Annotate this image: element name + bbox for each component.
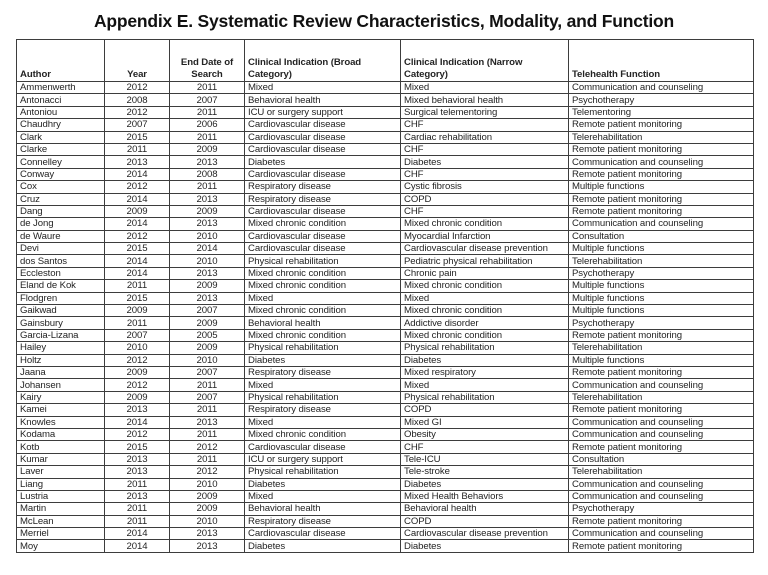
cell-broad-category: Mixed chronic condition <box>245 305 401 317</box>
cell-telehealth-function: Remote patient monitoring <box>569 119 754 131</box>
table-row <box>17 528 754 540</box>
cell-broad-category: Cardiovascular disease <box>245 168 401 180</box>
cell-year: 2009 <box>105 305 170 317</box>
cell-end-date-of-search: 2007 <box>170 391 245 403</box>
cell-narrow-category: Mixed <box>401 379 569 391</box>
cell-year: 2009 <box>105 391 170 403</box>
table-row <box>17 317 754 329</box>
cell-year: 2013 <box>105 490 170 502</box>
cell-end-date-of-search: 2013 <box>170 540 245 552</box>
cell-end-date-of-search: 2009 <box>170 280 245 292</box>
cell-broad-category: Diabetes <box>245 540 401 552</box>
cell-author: Garcia-Lizana <box>17 329 105 341</box>
cell-telehealth-function: Consultation <box>569 230 754 242</box>
cell-broad-category: Diabetes <box>245 156 401 168</box>
table-row <box>17 478 754 490</box>
cell-author: Devi <box>17 243 105 255</box>
table-row <box>17 218 754 230</box>
cell-telehealth-function: Remote patient monitoring <box>569 193 754 205</box>
table-row <box>17 366 754 378</box>
cell-year: 2012 <box>105 82 170 94</box>
cell-telehealth-function: Psychotherapy <box>569 317 754 329</box>
cell-narrow-category: Diabetes <box>401 354 569 366</box>
column-header-narrow-category: Clinical Indication (Narrow Category) <box>401 40 569 82</box>
table-row <box>17 205 754 217</box>
cell-author: Knowles <box>17 416 105 428</box>
cell-year: 2009 <box>105 366 170 378</box>
cell-narrow-category: Tele-ICU <box>401 453 569 465</box>
cell-telehealth-function: Communication and counseling <box>569 478 754 490</box>
cell-narrow-category: Myocardial Infarction <box>401 230 569 242</box>
cell-author: Flodgren <box>17 292 105 304</box>
cell-author: Antoniou <box>17 106 105 118</box>
table-row <box>17 94 754 106</box>
cell-author: Eland de Kok <box>17 280 105 292</box>
cell-end-date-of-search: 2013 <box>170 292 245 304</box>
cell-broad-category: Physical rehabilitation <box>245 255 401 267</box>
cell-end-date-of-search: 2011 <box>170 181 245 193</box>
cell-year: 2010 <box>105 342 170 354</box>
page-title: Appendix E. Systematic Review Characteristics, Modality, and Function <box>93 11 675 31</box>
cell-narrow-category: Diabetes <box>401 478 569 490</box>
cell-author: Eccleston <box>17 267 105 279</box>
cell-year: 2013 <box>105 156 170 168</box>
cell-end-date-of-search: 2008 <box>170 168 245 180</box>
cell-broad-category: Respiratory disease <box>245 366 401 378</box>
cell-end-date-of-search: 2012 <box>170 441 245 453</box>
table-row <box>17 305 754 317</box>
cell-narrow-category: Obesity <box>401 428 569 440</box>
cell-year: 2013 <box>105 453 170 465</box>
cell-telehealth-function: Remote patient monitoring <box>569 143 754 155</box>
cell-narrow-category: Mixed <box>401 292 569 304</box>
table-row <box>17 540 754 552</box>
cell-author: Laver <box>17 466 105 478</box>
cell-end-date-of-search: 2007 <box>170 94 245 106</box>
table-row <box>17 156 754 168</box>
cell-narrow-category: Surgical telementoring <box>401 106 569 118</box>
cell-narrow-category: CHF <box>401 441 569 453</box>
cell-year: 2015 <box>105 292 170 304</box>
cell-broad-category: Physical rehabilitation <box>245 342 401 354</box>
cell-year: 2009 <box>105 205 170 217</box>
cell-broad-category: Cardiovascular disease <box>245 230 401 242</box>
cell-year: 2014 <box>105 255 170 267</box>
cell-telehealth-function: Communication and counseling <box>569 156 754 168</box>
cell-end-date-of-search: 2007 <box>170 305 245 317</box>
table-row <box>17 82 754 94</box>
cell-broad-category: Behavioral health <box>245 94 401 106</box>
table-row <box>17 354 754 366</box>
cell-year: 2012 <box>105 181 170 193</box>
column-header-author: Author <box>17 40 105 82</box>
cell-narrow-category: Mixed chronic condition <box>401 218 569 230</box>
cell-narrow-category: Mixed respiratory <box>401 366 569 378</box>
cell-telehealth-function: Telerehabilitation <box>569 466 754 478</box>
cell-year: 2012 <box>105 379 170 391</box>
cell-year: 2014 <box>105 267 170 279</box>
cell-year: 2012 <box>105 354 170 366</box>
table-row <box>17 280 754 292</box>
cell-year: 2011 <box>105 503 170 515</box>
cell-author: Kairy <box>17 391 105 403</box>
table-header-row <box>17 40 754 82</box>
table-row <box>17 131 754 143</box>
cell-broad-category: Cardiovascular disease <box>245 243 401 255</box>
cell-year: 2014 <box>105 193 170 205</box>
column-header-broad-category: Clinical Indication (Broad Category) <box>245 40 401 82</box>
cell-telehealth-function: Remote patient monitoring <box>569 205 754 217</box>
cell-broad-category: Mixed <box>245 292 401 304</box>
cell-author: Kamei <box>17 404 105 416</box>
cell-narrow-category: COPD <box>401 193 569 205</box>
cell-end-date-of-search: 2011 <box>170 82 245 94</box>
cell-narrow-category: Cardiac rehabilitation <box>401 131 569 143</box>
cell-broad-category: Cardiovascular disease <box>245 205 401 217</box>
cell-telehealth-function: Remote patient monitoring <box>569 540 754 552</box>
cell-telehealth-function: Telerehabilitation <box>569 131 754 143</box>
cell-broad-category: Mixed chronic condition <box>245 280 401 292</box>
cell-end-date-of-search: 2009 <box>170 503 245 515</box>
systematic-review-table <box>16 39 754 553</box>
cell-broad-category: Mixed <box>245 416 401 428</box>
cell-telehealth-function: Remote patient monitoring <box>569 515 754 527</box>
cell-broad-category: Behavioral health <box>245 503 401 515</box>
table-row <box>17 441 754 453</box>
cell-narrow-category: Cardiovascular disease prevention <box>401 243 569 255</box>
cell-broad-category: Cardiovascular disease <box>245 143 401 155</box>
cell-narrow-category: Physical rehabilitation <box>401 391 569 403</box>
cell-broad-category: Cardiovascular disease <box>245 131 401 143</box>
cell-telehealth-function: Psychotherapy <box>569 503 754 515</box>
cell-telehealth-function: Multiple functions <box>569 280 754 292</box>
cell-narrow-category: Behavioral health <box>401 503 569 515</box>
cell-narrow-category: Mixed Health Behaviors <box>401 490 569 502</box>
cell-narrow-category: Mixed chronic condition <box>401 329 569 341</box>
cell-end-date-of-search: 2009 <box>170 317 245 329</box>
cell-year: 2007 <box>105 329 170 341</box>
cell-year: 2013 <box>105 404 170 416</box>
cell-telehealth-function: Remote patient monitoring <box>569 329 754 341</box>
cell-end-date-of-search: 2011 <box>170 453 245 465</box>
cell-author: Kodama <box>17 428 105 440</box>
cell-author: Clarke <box>17 143 105 155</box>
table-row <box>17 243 754 255</box>
cell-end-date-of-search: 2009 <box>170 490 245 502</box>
table-row <box>17 168 754 180</box>
cell-year: 2014 <box>105 416 170 428</box>
cell-author: de Jong <box>17 218 105 230</box>
cell-year: 2008 <box>105 94 170 106</box>
table-row <box>17 342 754 354</box>
cell-year: 2014 <box>105 218 170 230</box>
cell-narrow-category: Pediatric physical rehabilitation <box>401 255 569 267</box>
cell-end-date-of-search: 2013 <box>170 528 245 540</box>
cell-year: 2014 <box>105 540 170 552</box>
cell-broad-category: Mixed chronic condition <box>245 329 401 341</box>
cell-author: Kumar <box>17 453 105 465</box>
cell-author: Liang <box>17 478 105 490</box>
cell-broad-category: Mixed <box>245 379 401 391</box>
cell-author: McLean <box>17 515 105 527</box>
cell-telehealth-function: Communication and counseling <box>569 490 754 502</box>
cell-broad-category: ICU or surgery support <box>245 453 401 465</box>
cell-author: Dang <box>17 205 105 217</box>
cell-end-date-of-search: 2013 <box>170 156 245 168</box>
cell-narrow-category: Chronic pain <box>401 267 569 279</box>
column-header-year: Year <box>105 40 170 82</box>
table-row <box>17 255 754 267</box>
cell-author: Gaikwad <box>17 305 105 317</box>
cell-telehealth-function: Communication and counseling <box>569 218 754 230</box>
cell-year: 2011 <box>105 515 170 527</box>
cell-year: 2007 <box>105 119 170 131</box>
cell-telehealth-function: Multiple functions <box>569 243 754 255</box>
table-row <box>17 379 754 391</box>
cell-telehealth-function: Remote patient monitoring <box>569 404 754 416</box>
table-body <box>17 82 754 553</box>
cell-narrow-category: Mixed GI <box>401 416 569 428</box>
cell-broad-category: Mixed <box>245 82 401 94</box>
cell-narrow-category: Physical rehabilitation <box>401 342 569 354</box>
cell-end-date-of-search: 2010 <box>170 354 245 366</box>
cell-author: de Waure <box>17 230 105 242</box>
cell-telehealth-function: Communication and counseling <box>569 416 754 428</box>
cell-end-date-of-search: 2011 <box>170 131 245 143</box>
cell-broad-category: Behavioral health <box>245 317 401 329</box>
cell-broad-category: Mixed <box>245 490 401 502</box>
cell-narrow-category: Diabetes <box>401 540 569 552</box>
cell-year: 2011 <box>105 143 170 155</box>
cell-telehealth-function: Telementoring <box>569 106 754 118</box>
cell-telehealth-function: Telerehabilitation <box>569 342 754 354</box>
cell-narrow-category: COPD <box>401 404 569 416</box>
cell-end-date-of-search: 2013 <box>170 193 245 205</box>
cell-telehealth-function: Communication and counseling <box>569 528 754 540</box>
cell-author: Jaana <box>17 366 105 378</box>
cell-broad-category: Physical rehabilitation <box>245 466 401 478</box>
cell-telehealth-function: Multiple functions <box>569 181 754 193</box>
cell-end-date-of-search: 2013 <box>170 218 245 230</box>
cell-narrow-category: Mixed behavioral health <box>401 94 569 106</box>
table-row <box>17 119 754 131</box>
table-row <box>17 292 754 304</box>
cell-telehealth-function: Multiple functions <box>569 305 754 317</box>
cell-narrow-category: Mixed chronic condition <box>401 305 569 317</box>
table-row <box>17 515 754 527</box>
cell-year: 2015 <box>105 441 170 453</box>
cell-broad-category: Cardiovascular disease <box>245 441 401 453</box>
cell-telehealth-function: Remote patient monitoring <box>569 441 754 453</box>
table-row <box>17 416 754 428</box>
cell-end-date-of-search: 2011 <box>170 106 245 118</box>
column-header-telehealth-function: Telehealth Function <box>569 40 754 82</box>
cell-author: Cruz <box>17 193 105 205</box>
cell-broad-category: Physical rehabilitation <box>245 391 401 403</box>
cell-narrow-category: CHF <box>401 143 569 155</box>
cell-author: Hailey <box>17 342 105 354</box>
cell-year: 2013 <box>105 466 170 478</box>
cell-narrow-category: CHF <box>401 119 569 131</box>
cell-end-date-of-search: 2006 <box>170 119 245 131</box>
cell-narrow-category: Cystic fibrosis <box>401 181 569 193</box>
cell-end-date-of-search: 2011 <box>170 404 245 416</box>
cell-end-date-of-search: 2010 <box>170 515 245 527</box>
cell-author: Merriel <box>17 528 105 540</box>
cell-end-date-of-search: 2010 <box>170 478 245 490</box>
cell-broad-category: Respiratory disease <box>245 193 401 205</box>
cell-end-date-of-search: 2007 <box>170 366 245 378</box>
cell-broad-category: Cardiovascular disease <box>245 119 401 131</box>
table-row <box>17 490 754 502</box>
table-row <box>17 466 754 478</box>
cell-end-date-of-search: 2010 <box>170 230 245 242</box>
cell-narrow-category: Mixed <box>401 82 569 94</box>
table-row <box>17 391 754 403</box>
cell-author: dos Santos <box>17 255 105 267</box>
cell-telehealth-function: Telerehabilitation <box>569 391 754 403</box>
cell-year: 2015 <box>105 131 170 143</box>
cell-telehealth-function: Communication and counseling <box>569 82 754 94</box>
cell-year: 2011 <box>105 478 170 490</box>
cell-author: Clark <box>17 131 105 143</box>
cell-narrow-category: CHF <box>401 168 569 180</box>
cell-broad-category: Diabetes <box>245 478 401 490</box>
cell-year: 2014 <box>105 528 170 540</box>
cell-telehealth-function: Telerehabilitation <box>569 255 754 267</box>
cell-end-date-of-search: 2005 <box>170 329 245 341</box>
cell-author: Conway <box>17 168 105 180</box>
cell-telehealth-function: Communication and counseling <box>569 428 754 440</box>
cell-end-date-of-search: 2009 <box>170 143 245 155</box>
cell-narrow-category: Tele-stroke <box>401 466 569 478</box>
cell-broad-category: Respiratory disease <box>245 404 401 416</box>
cell-telehealth-function: Psychotherapy <box>569 267 754 279</box>
cell-narrow-category: Diabetes <box>401 156 569 168</box>
cell-broad-category: Mixed chronic condition <box>245 267 401 279</box>
cell-year: 2012 <box>105 428 170 440</box>
cell-author: Johansen <box>17 379 105 391</box>
table-row <box>17 428 754 440</box>
table-row <box>17 181 754 193</box>
cell-end-date-of-search: 2013 <box>170 267 245 279</box>
cell-author: Chaudhry <box>17 119 105 131</box>
table-row <box>17 106 754 118</box>
cell-broad-category: Respiratory disease <box>245 181 401 193</box>
cell-telehealth-function: Psychotherapy <box>569 94 754 106</box>
cell-author: Connelley <box>17 156 105 168</box>
column-header-end-date-of-search: End Date of Search <box>170 40 245 82</box>
cell-author: Holtz <box>17 354 105 366</box>
cell-end-date-of-search: 2011 <box>170 428 245 440</box>
cell-author: Moy <box>17 540 105 552</box>
cell-end-date-of-search: 2013 <box>170 416 245 428</box>
cell-broad-category: Cardiovascular disease <box>245 528 401 540</box>
cell-year: 2012 <box>105 106 170 118</box>
cell-broad-category: Mixed chronic condition <box>245 218 401 230</box>
cell-year: 2014 <box>105 168 170 180</box>
table-row <box>17 143 754 155</box>
cell-author: Cox <box>17 181 105 193</box>
cell-author: Gainsbury <box>17 317 105 329</box>
cell-broad-category: Mixed chronic condition <box>245 428 401 440</box>
table-row <box>17 230 754 242</box>
cell-narrow-category: COPD <box>401 515 569 527</box>
cell-end-date-of-search: 2009 <box>170 342 245 354</box>
table-row <box>17 503 754 515</box>
cell-telehealth-function: Remote patient monitoring <box>569 366 754 378</box>
cell-author: Lustria <box>17 490 105 502</box>
cell-telehealth-function: Communication and counseling <box>569 379 754 391</box>
cell-year: 2011 <box>105 317 170 329</box>
cell-end-date-of-search: 2012 <box>170 466 245 478</box>
cell-year: 2015 <box>105 243 170 255</box>
cell-narrow-category: CHF <box>401 205 569 217</box>
cell-broad-category: ICU or surgery support <box>245 106 401 118</box>
cell-author: Ammenwerth <box>17 82 105 94</box>
cell-author: Antonacci <box>17 94 105 106</box>
cell-author: Martin <box>17 503 105 515</box>
table-row <box>17 453 754 465</box>
cell-telehealth-function: Consultation <box>569 453 754 465</box>
cell-year: 2012 <box>105 230 170 242</box>
cell-end-date-of-search: 2010 <box>170 255 245 267</box>
cell-narrow-category: Cardiovascular disease prevention <box>401 528 569 540</box>
cell-end-date-of-search: 2009 <box>170 205 245 217</box>
cell-author: Kotb <box>17 441 105 453</box>
cell-year: 2011 <box>105 280 170 292</box>
cell-narrow-category: Mixed chronic condition <box>401 280 569 292</box>
table-row <box>17 404 754 416</box>
cell-telehealth-function: Multiple functions <box>569 292 754 304</box>
cell-broad-category: Respiratory disease <box>245 515 401 527</box>
table-row <box>17 193 754 205</box>
cell-end-date-of-search: 2011 <box>170 379 245 391</box>
cell-end-date-of-search: 2014 <box>170 243 245 255</box>
cell-telehealth-function: Remote patient monitoring <box>569 168 754 180</box>
table-row <box>17 267 754 279</box>
cell-telehealth-function: Multiple functions <box>569 354 754 366</box>
table-row <box>17 329 754 341</box>
cell-narrow-category: Addictive disorder <box>401 317 569 329</box>
cell-broad-category: Diabetes <box>245 354 401 366</box>
